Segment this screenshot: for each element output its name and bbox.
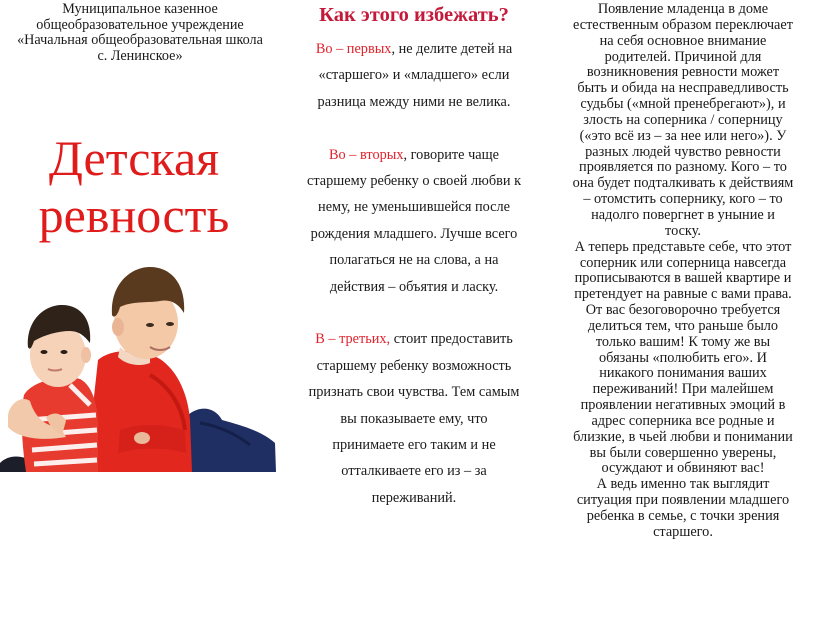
brochure-title xyxy=(0,130,268,244)
body-line: на себя основное внимание xyxy=(599,32,767,49)
advice-text: нему, не уменьшившейся после xyxy=(318,199,510,216)
body-line: проявляется по разному. Кого – то xyxy=(579,159,787,176)
body-line: обязаны «полюбить его». И xyxy=(599,349,767,366)
body-line: адрес соперника все родные и xyxy=(591,412,775,429)
body-line: делиться тем, что раньше было xyxy=(587,317,779,334)
advice-list xyxy=(290,36,538,511)
body-line: вы были совершенно уверены, xyxy=(589,444,777,461)
advice-text: вы показываете ему, что xyxy=(340,410,488,427)
body-line: только вашим! К тому же вы xyxy=(595,333,771,350)
advice-lead: В – третьих, xyxy=(315,331,391,348)
body-line: быть и обида на несправедливость xyxy=(577,80,789,97)
body-line: Появление младенца в доме xyxy=(597,1,769,17)
school-line: общеобразовательное учреждение xyxy=(36,16,244,33)
right-column xyxy=(550,2,816,541)
left-column xyxy=(0,0,280,622)
body-line: разных людей чувство ревности xyxy=(585,143,781,160)
body-line: («это всё из – за нее или него»). У xyxy=(579,127,787,144)
body-line: ситуация при появлении младшего xyxy=(576,492,790,509)
body-line: родителей. Причиной для xyxy=(604,48,762,65)
advice-text: , говорите чаще xyxy=(403,146,499,163)
body-line: возникновения ревности может xyxy=(586,64,780,81)
body-line: осуждают и обвиняют вас! xyxy=(601,460,765,477)
advice-lead: Во – первых xyxy=(315,41,392,57)
body-line: злость на соперника / соперницу xyxy=(583,111,783,128)
body-line: А ведь именно так выглядит xyxy=(596,476,770,493)
body-line: близкие, в чьей любви и понимании xyxy=(573,428,793,445)
school-line: Муниципальное казенное xyxy=(62,1,218,17)
advice-text: разница между ними не велика. xyxy=(317,93,511,110)
advice-text: рождения младшего. Лучше всего xyxy=(310,225,518,242)
body-line: никакого понимания ваших xyxy=(599,365,767,382)
advice-text: стоит предоставить xyxy=(390,331,513,348)
body-line: проявлении негативных эмоций в xyxy=(580,397,786,414)
advice-text: старшему ребенку возможность xyxy=(316,357,512,374)
advice-text: действия – объятия и ласку. xyxy=(329,278,499,295)
body-line: – отомстить сопернику, кого – то xyxy=(583,191,783,208)
title-line: ревность xyxy=(38,187,230,243)
body-line: От вас безоговорочно требуется xyxy=(585,302,781,319)
body-line: надолго повергнет в уныние и xyxy=(591,206,775,223)
advice-text: полагаться не на слова, а на xyxy=(329,252,499,269)
school-name xyxy=(8,2,272,64)
advice-text: признать свои чувства. Тем самым xyxy=(308,384,520,401)
body-line: прописываются в вашей квартире и xyxy=(574,270,792,287)
two-children-back-to-back-photo-icon xyxy=(0,255,278,472)
body-line: судьбы («мной пренебрегают»), и xyxy=(580,96,786,113)
advice-paragraph-first xyxy=(290,36,538,115)
advice-paragraph-third xyxy=(290,326,538,511)
school-line: с. Ленинское» xyxy=(97,47,183,64)
advice-paragraph-second xyxy=(290,142,538,300)
middle-column xyxy=(290,0,538,622)
advice-text: «старшего» и «младшего» если xyxy=(318,67,510,84)
title-line: Детская xyxy=(48,130,220,186)
advice-text: старшему ребенку о своей любви к xyxy=(306,173,522,190)
advice-lead: Во – вторых xyxy=(329,146,404,163)
body-line: она будет подталкивать к действиям xyxy=(572,175,794,192)
body-line: старшего. xyxy=(653,523,713,540)
body-line: претендует на равные с вами права. xyxy=(574,286,792,303)
paragraph-gap xyxy=(290,115,538,141)
section-heading: Как этого избежать? xyxy=(319,4,509,26)
school-line: «Начальная общеобразовательная школа xyxy=(17,32,263,48)
body-line: А теперь представьте себе, что этот xyxy=(574,238,792,255)
advice-text: отталкиваете его из – за xyxy=(341,463,487,480)
body-line: соперник или соперница навсегда xyxy=(579,254,787,271)
paragraph-gap xyxy=(290,300,538,326)
advice-text: принимаете его таким и не xyxy=(332,437,496,454)
body-line: переживаний! При малейшем xyxy=(592,381,774,398)
advice-text: , не делите детей на xyxy=(391,41,513,57)
advice-text: переживаний. xyxy=(371,489,457,506)
children-photo xyxy=(0,255,278,472)
body-line: тоску. xyxy=(665,222,701,239)
body-line: ребенка в семье, с точки зрения xyxy=(586,508,780,524)
body-line: естественным образом переключает xyxy=(573,16,793,33)
